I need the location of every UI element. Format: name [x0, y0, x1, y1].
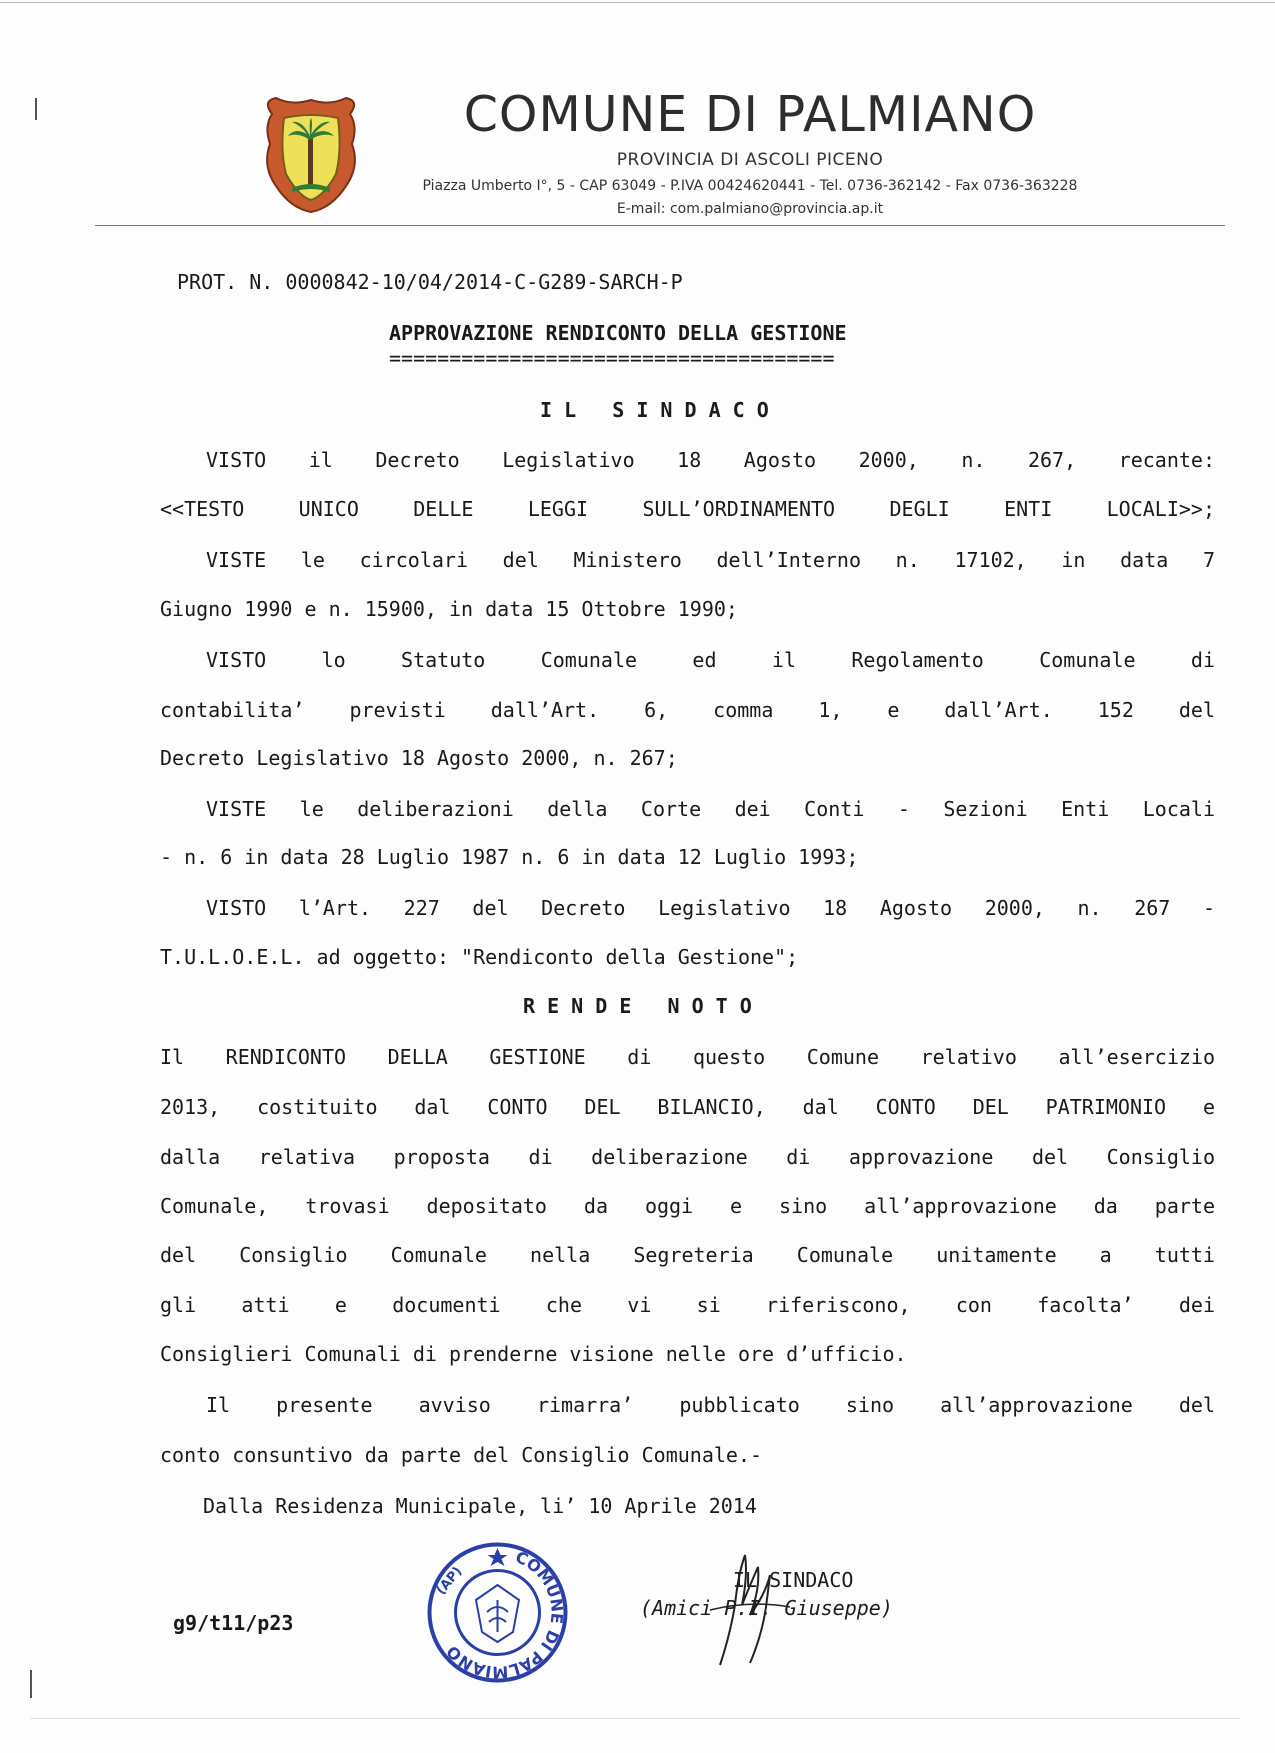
body-line: - n. 6 in data 28 Luglio 1987 n. 6 in data 12 Luglio 1993;: [160, 845, 859, 869]
body-line: Giugno 1990 e n. 15900, in data 15 Ottobre 1990;: [160, 597, 738, 621]
body-line: T.U.L.O.E.L. ad oggetto: "Rendiconto della Gestione";: [160, 945, 799, 969]
body-line: VISTO lo Statuto Comunale ed il Regolamento Comunale di: [206, 648, 1215, 672]
handwritten-signature-icon: [690, 1545, 800, 1675]
body-line: 2013, costituito dal CONTO DEL BILANCIO, dal CONTO DEL PATRIMONIO e: [160, 1095, 1215, 1119]
body-line: Consiglieri Comunali di prenderne visione nelle ore d’ufficio.: [160, 1342, 907, 1366]
body-line: <<TESTO UNICO DELLE LEGGI SULL’ORDINAMENTO DEGLI ENTI LOCALI>>;: [160, 497, 1215, 521]
body-line: conto consuntivo da parte del Consiglio Comunale.-: [160, 1443, 763, 1467]
body-line: VISTE le circolari del Ministero dell’Interno n. 17102, in data 7: [206, 548, 1215, 572]
letterhead-province: PROVINCIA DI ASCOLI PICENO: [616, 150, 884, 170]
official-stamp-icon: [425, 1540, 570, 1685]
document-title: APPROVAZIONE RENDICONTO DELLA GESTIONE: [389, 321, 847, 345]
letterhead-email: E-mail: com.palmiano@provincia.ap.it: [616, 201, 884, 217]
body-line: Il presente avviso rimarra’ pubblicato sino all’approvazione del: [206, 1393, 1215, 1417]
body-line: VISTO il Decreto Legislativo 18 Agosto 2000, n. 267, recante:: [206, 448, 1215, 472]
scan-top-edge: [0, 2, 1275, 3]
signatory-role: IL SINDACO: [733, 1568, 854, 1592]
document-code: g9/t11/p23: [173, 1611, 294, 1635]
letterhead-title: COMUNE DI PALMIANO: [463, 86, 1037, 143]
stamp-abbrev: (AP): [433, 1564, 466, 1598]
title-underline: =====================================: [389, 346, 835, 370]
scan-edge-mark: [35, 98, 37, 120]
palm-tree-crest-icon: [262, 96, 360, 214]
closing-date-line: Dalla Residenza Municipale, li’ 10 Aprile 2014: [203, 1494, 757, 1518]
stamp-text: COMUNE DI PALMIANO: [442, 1547, 567, 1682]
body-line: Comunale, trovasi depositato da oggi e sino all’approvazione da parte: [160, 1194, 1215, 1218]
heading-rende-noto: R E N D E N O T O: [523, 994, 752, 1018]
letterhead-divider: [95, 225, 1225, 226]
letterhead-address: Piazza Umberto I°, 5 - CAP 63049 - P.IVA 00424620441 - Tel. 0736-362142 - Fax 0736-363228: [422, 178, 1078, 194]
body-line: Decreto Legislativo 18 Agosto 2000, n. 267;: [160, 746, 678, 770]
svg-text:COMUNE DI PALMIANO: [443, 1547, 567, 1682]
body-line: del Consiglio Comunale nella Segreteria Comunale unitamente a tutti: [160, 1243, 1215, 1267]
body-line: dalla relativa proposta di deliberazione di approvazione del Consiglio: [160, 1145, 1215, 1169]
body-line: Il RENDICONTO DELLA GESTIONE di questo Comune relativo all’esercizio: [160, 1045, 1215, 1069]
body-line: contabilita’ previsti dall’Art. 6, comma 1, e dall’Art. 152 del: [160, 698, 1215, 722]
heading-il-sindaco: I L S I N D A C O: [540, 398, 769, 422]
body-line: VISTE le deliberazioni della Corte dei Conti - Sezioni Enti Locali: [206, 797, 1215, 821]
protocol-number: PROT. N. 0000842-10/04/2014-C-G289-SARCH-P: [177, 270, 683, 294]
body-line: gli atti e documenti che vi si riferiscono, con facolta’ dei: [160, 1293, 1215, 1317]
scan-edge-mark: [30, 1670, 32, 1698]
signatory-name: (Amici P.I. Giuseppe): [640, 1596, 893, 1620]
scan-bottom-edge: [30, 1718, 1240, 1719]
body-line: VISTO l’Art. 227 del Decreto Legislativo 18 Agosto 2000, n. 267 -: [206, 896, 1215, 920]
